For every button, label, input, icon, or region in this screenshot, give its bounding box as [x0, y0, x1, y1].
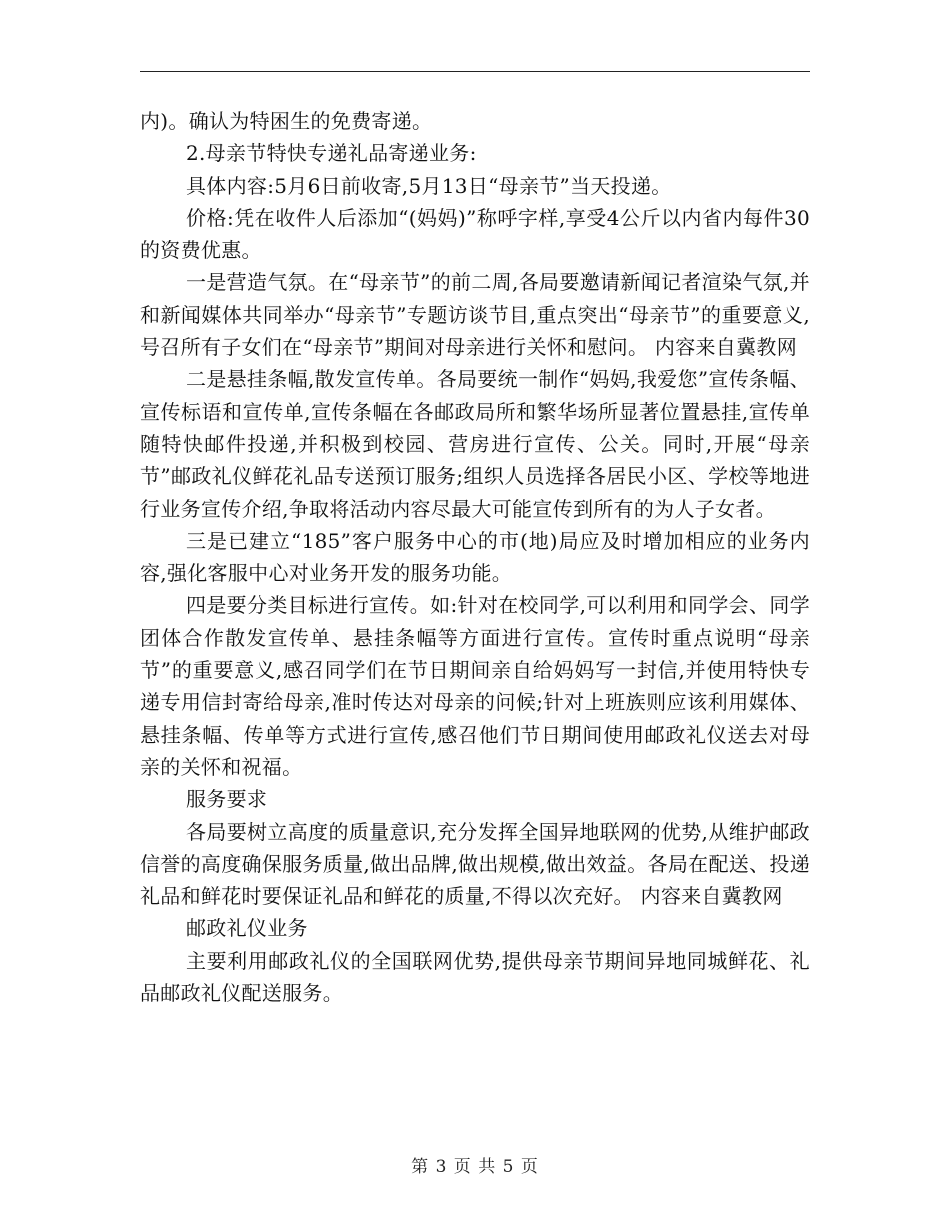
- paragraph-5: 一是营造气氛。在“母亲节”的前二周,各局要邀请新闻记者渲染气氛,并和新闻媒体共同举办“母亲节”专题访谈节目,重点突出“母亲节”的重要意义,号召所有子女们在“母亲节”期间对母亲进行关怀和慰问。 内容来自冀教网: [140, 270, 810, 360]
- body-text: [140, 105, 810, 1009]
- paragraph-8: 四是要分类目标进行宣传。如:针对在校同学,可以利用和同学会、同学团体合作散发宣传单、悬挂条幅等方面进行宣传。宣传时重点说明“母亲节”的重要意义,感召同学们在节日期间亲自给妈妈写一封信,并使用特快专递专用信封寄给母亲,准时传达对母亲的问候;针对上班族则应该利用媒体、悬挂条幅、传单等方式进行宣传,感召他们节日期间使用邮政礼仪送去对母亲的关怀和祝福。: [140, 593, 810, 779]
- section-heading-service-requirements: 服务要求: [186, 787, 268, 812]
- section-heading-postal-etiquette: 邮政礼仪业务: [186, 916, 308, 941]
- page-number-footer: 第 3 页 共 5 页: [411, 1157, 539, 1177]
- paragraph-10: 各局要树立高度的质量意识,充分发挥全国异地联网的优势,从维护邮政信誉的高度确保服务质量,做出品牌,做出规模,做出效益。各局在配送、投递礼品和鲜花时要保证礼品和鲜花的质量,不得以次充好。 内容来自冀教网: [140, 819, 810, 909]
- paragraph-1: 内)。确认为特困生的免费寄递。: [140, 109, 433, 133]
- paragraph-6: 二是悬挂条幅,散发宣传单。各局要统一制作“妈妈,我爱您”宣传条幅、宣传标语和宣传单,宣传条幅在各邮政局所和繁华场所显著位置悬挂,宣传单随特快邮件投递,并积极到校园、营房进行宣传、公关。同时,开展“母亲节”邮政礼仪鲜花礼品专送预订服务;组织人员选择各居民小区、学校等地进行业务宣传介绍,争取将活动内容尽最大可能宣传到所有的为人子女者。: [140, 367, 810, 521]
- paragraph-3: 具体内容:5月6日前收寄,5月13日“母亲节”当天投递。: [186, 173, 672, 198]
- paragraph-12: 主要利用邮政礼仪的全国联网优势,提供母亲节期间异地同城鲜花、礼品邮政礼仪配送服务。: [140, 948, 810, 1006]
- paragraph-2: 2.母亲节特快专递礼品寄递业务:: [186, 141, 477, 166]
- paragraph-7: 三是已建立“185”客户服务中心的市(地)局应及时增加相应的业务内容,强化客服中心对业务开发的服务功能。: [140, 528, 810, 586]
- header-rule: [140, 71, 810, 72]
- paragraph-4: 价格:凭在收件人后添加“(妈妈)”称呼字样,享受4公斤以内省内每件30的资费优惠。: [140, 205, 810, 263]
